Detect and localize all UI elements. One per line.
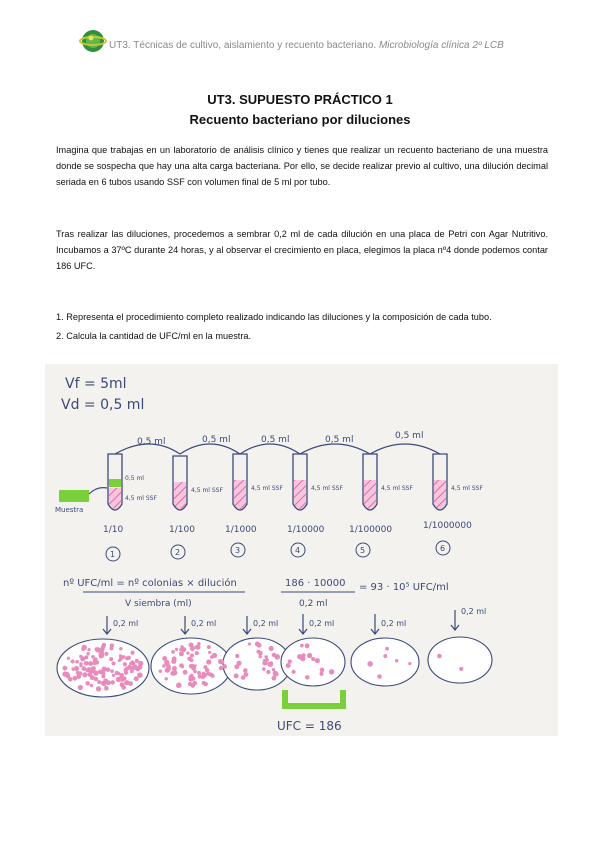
colony-dot [101, 674, 105, 678]
colony-dot [274, 654, 280, 660]
colony-dot [101, 681, 105, 685]
colony-dot [320, 668, 325, 673]
colony-dot [256, 650, 260, 654]
transfer-label-4: 0,5 ml [325, 435, 354, 445]
tube-6-ssf: 4,5 ml SSF [451, 485, 483, 492]
plate-volume-3: 0,2 ml [253, 619, 279, 628]
formula-result: = 93 · 10⁵ UFC/ml [359, 582, 449, 593]
tube-1-top: 0,5 ml [125, 475, 144, 482]
globe-logo-icon [78, 26, 108, 56]
colony-dot [135, 659, 139, 663]
colony-dot [236, 661, 241, 666]
colony-dot [258, 655, 261, 658]
handwritten-solution-photo [45, 364, 558, 736]
tube-4 [293, 454, 343, 510]
colony-dot [262, 667, 266, 671]
colony-dot [133, 667, 136, 670]
dilution-label-4: 1/10000 [287, 525, 325, 535]
colony-dot [85, 668, 89, 672]
question-2: 2. Calcula la cantidad de UFC/ml en la muestra. [56, 331, 252, 341]
colony-dot [94, 677, 98, 681]
colony-dot [395, 659, 398, 662]
colony-dot [181, 665, 184, 668]
colony-dot [162, 656, 167, 661]
colony-dot [111, 661, 115, 665]
tube-4-ssf: 4,5 ml SSF [311, 485, 343, 492]
colony-dot [130, 651, 134, 655]
colony-dot [265, 658, 269, 662]
plate-volume-6: 0,2 ml [461, 607, 487, 616]
formula-middle-denominator: 0,2 ml [299, 599, 328, 609]
colony-dot [175, 648, 178, 651]
colony-dot [437, 654, 442, 659]
colony-dot [86, 652, 89, 655]
colony-dot [202, 681, 206, 685]
page-header [78, 26, 558, 56]
plate-volume-5: 0,2 ml [381, 619, 407, 628]
colony-dot [206, 659, 211, 664]
dilution-label-5: 1/100000 [349, 525, 393, 535]
colony-dot [79, 655, 82, 658]
colony-dot [190, 653, 194, 657]
colony-dot [198, 674, 202, 678]
colony-dot [234, 673, 239, 678]
colony-dot [183, 670, 188, 675]
colony-dot [211, 674, 215, 678]
colony-dot [116, 677, 121, 682]
colony-dot [207, 645, 211, 649]
colony-dot [193, 670, 197, 674]
colony-dot [159, 670, 162, 673]
colony-dot [123, 662, 127, 666]
colony-dot [112, 674, 115, 677]
colony-dot [195, 651, 199, 655]
colony-dot [127, 656, 131, 660]
colony-dot [82, 645, 87, 650]
colony-dot [172, 666, 177, 671]
header-unit: UT3. Técnicas de cultivo, aislamiento y recuento bacteriano. [109, 40, 377, 51]
tube-number-4: 4 [295, 546, 301, 555]
colony-dot [106, 681, 109, 684]
colony-dot [79, 664, 82, 667]
colony-dot [369, 661, 372, 664]
colony-dot [269, 646, 274, 651]
colony-dot [109, 657, 113, 661]
colony-dot [179, 648, 182, 651]
tube-number-1: 1 [110, 550, 116, 559]
colony-dot [124, 670, 128, 674]
colony-dot [125, 666, 130, 671]
colony-dot [85, 681, 90, 686]
sample-marker [59, 490, 89, 502]
plate-volume-2: 0,2 ml [191, 619, 217, 628]
tube-1 [108, 454, 157, 510]
colony-dot [105, 687, 109, 691]
colony-dot [129, 666, 133, 670]
question-1: 1. Representa el procedimiento completo realizado indicando las diluciones y la composición de cada tubo. [56, 312, 492, 322]
page-title: UT3. SUPUESTO PRÁCTICO 1 [207, 92, 393, 107]
vd-note: Vd = 0,5 ml [61, 397, 145, 413]
colony-dot [305, 675, 309, 679]
colony-dot [305, 643, 310, 648]
colony-dot [84, 661, 89, 666]
colony-dot [377, 674, 382, 679]
colony-dot [197, 671, 201, 675]
colony-dot [162, 664, 166, 668]
colony-dot [171, 659, 176, 664]
colony-dot [257, 643, 262, 648]
petri-plate-6 [428, 637, 492, 683]
transfer-label-2: 0,5 ml [202, 435, 231, 445]
colony-dot [67, 657, 70, 660]
tube-2 [173, 456, 223, 510]
colony-dot [119, 647, 123, 651]
tube-number-3: 3 [235, 546, 241, 555]
tube-1-ssf: 4,5 ml SSF [125, 495, 157, 502]
transfer-label-1: 0,5 ml [137, 437, 166, 447]
colony-dot [96, 686, 101, 691]
colony-dot [244, 672, 249, 677]
colony-dot [192, 681, 197, 686]
colony-dot [101, 667, 106, 672]
colony-dot [266, 670, 270, 674]
colony-dot [170, 671, 175, 676]
colony-dot [110, 680, 115, 685]
tube-3-ssf: 4,5 ml SSF [251, 485, 283, 492]
colony-dot [189, 642, 194, 647]
header-course: Microbiología clínica 2º LCB [378, 40, 504, 51]
colony-dot [271, 676, 276, 681]
colony-dot [203, 665, 207, 669]
paragraph-procedure: Tras realizar las diluciones, procedemos a sembrar 0,2 ml de cada dilución en una placa de Petri con Agar Nutritivo. Incubamos a 37ºC durante 24 horas, y al observar el crecimiento en placa, elegimos la placa nº4 donde podemos contar 186 UFC. [56, 229, 548, 271]
colony-dot [210, 655, 214, 659]
colony-dot [300, 644, 304, 648]
colony-dot [459, 667, 463, 671]
tube-5-ssf: 4,5 ml SSF [381, 485, 413, 492]
selected-plate-highlight [285, 690, 343, 706]
tube-2-ssf: 4,5 ml SSF [191, 487, 223, 494]
colony-dot [288, 659, 292, 663]
colony-dot [94, 657, 98, 661]
colony-dot [135, 677, 139, 681]
colony-dot [222, 664, 227, 669]
colony-dot [109, 647, 113, 651]
dilution-label-6: 1/1000000 [423, 521, 472, 531]
colony-dot [190, 674, 194, 678]
colony-dot [176, 682, 182, 688]
colony-dot [84, 655, 88, 659]
colony-dot [90, 684, 93, 687]
colony-dot [119, 657, 123, 661]
colony-dot [68, 677, 73, 682]
tube-3 [233, 454, 283, 510]
colony-dot [102, 643, 106, 647]
colony-dot [329, 669, 334, 674]
colony-dot [179, 651, 184, 656]
colony-dot [385, 647, 389, 651]
dilution-label-3: 1/1000 [225, 525, 257, 535]
colony-dot [286, 663, 291, 668]
vf-note: Vf = 5ml [65, 376, 127, 392]
dilution-label-1: 1/10 [103, 525, 124, 535]
colony-dot [235, 654, 239, 658]
colony-dot [307, 653, 312, 658]
tube-number-6: 6 [440, 544, 446, 553]
tube-5 [363, 454, 413, 510]
colony-dot [167, 667, 171, 671]
plate-volume-1: 0,2 ml [113, 619, 139, 628]
colony-dot [120, 673, 124, 677]
tube-number-2: 2 [175, 548, 181, 557]
dilution-label-2: 1/100 [169, 525, 195, 535]
page-subtitle: Recuento bacteriano por diluciones [189, 112, 411, 127]
transfer-label-5: 0,5 ml [395, 431, 424, 441]
colony-dot [315, 658, 320, 663]
colony-dot [171, 650, 175, 654]
colony-dot [121, 685, 126, 690]
tube-6 [433, 454, 483, 510]
transfer-label-3: 0,5 ml [261, 435, 290, 445]
colony-dot [87, 648, 90, 651]
colony-dot [189, 658, 193, 662]
colony-dot [63, 666, 68, 671]
colony-dot [408, 662, 411, 665]
colony-dot [82, 672, 87, 677]
header-text [109, 40, 504, 51]
colony-dot [78, 685, 83, 690]
colony-dot [100, 648, 104, 652]
colony-dot [190, 664, 194, 668]
colony-dot [186, 652, 189, 655]
colony-dot [243, 668, 248, 673]
tube-number-5: 5 [360, 546, 366, 555]
formula-left: nº UFC/ml = nº colonias × dilución [63, 578, 237, 589]
formula-denominator: V siembra (ml) [125, 599, 192, 609]
colony-dot [74, 666, 79, 671]
colony-dot [221, 660, 225, 664]
colony-dot [131, 660, 135, 664]
ufc-count-label: UFC = 186 [277, 719, 342, 733]
colony-dot [301, 653, 305, 657]
colony-dot [71, 659, 75, 663]
colony-dot [98, 670, 101, 673]
colony-dot [319, 672, 323, 676]
colony-dot [272, 668, 275, 671]
petri-plate-5 [351, 638, 419, 686]
plate-volume-4: 0,2 ml [309, 619, 335, 628]
colony-dot [93, 661, 97, 665]
colony-dot [97, 680, 101, 684]
colony-dot [104, 652, 108, 656]
colony-dot [90, 668, 96, 674]
colony-dot [383, 654, 387, 658]
colony-dot [291, 670, 295, 674]
paragraph-intro: Imagina que trabajas en un laboratorio de análisis clínico y tienes que realizar un recuento bacteriano de una muestra donde se sospecha que hay una alta carga bacteriana. Por ello, se decide realizar previo al cultivo, una dilución decimal seriada en 6 tubos usando SSF con volumen final de 5 ml por tubo. [56, 145, 548, 187]
colony-dot [195, 645, 200, 650]
colony-dot [137, 672, 143, 678]
colony-dot [164, 677, 167, 680]
colony-dot [88, 661, 93, 666]
colony-dot [110, 669, 114, 673]
colony-dot [137, 665, 142, 670]
colony-dot [76, 674, 81, 679]
colony-dot [124, 680, 129, 685]
colony-dot [268, 661, 273, 666]
colony-dot [275, 672, 279, 676]
colony-dot [75, 660, 79, 664]
colony-dot [248, 642, 251, 645]
colony-dot [208, 651, 211, 654]
colony-dot [311, 657, 315, 661]
formula-middle-numerator: 186 · 10000 [285, 578, 346, 589]
sample-label: Muestra [55, 506, 84, 514]
